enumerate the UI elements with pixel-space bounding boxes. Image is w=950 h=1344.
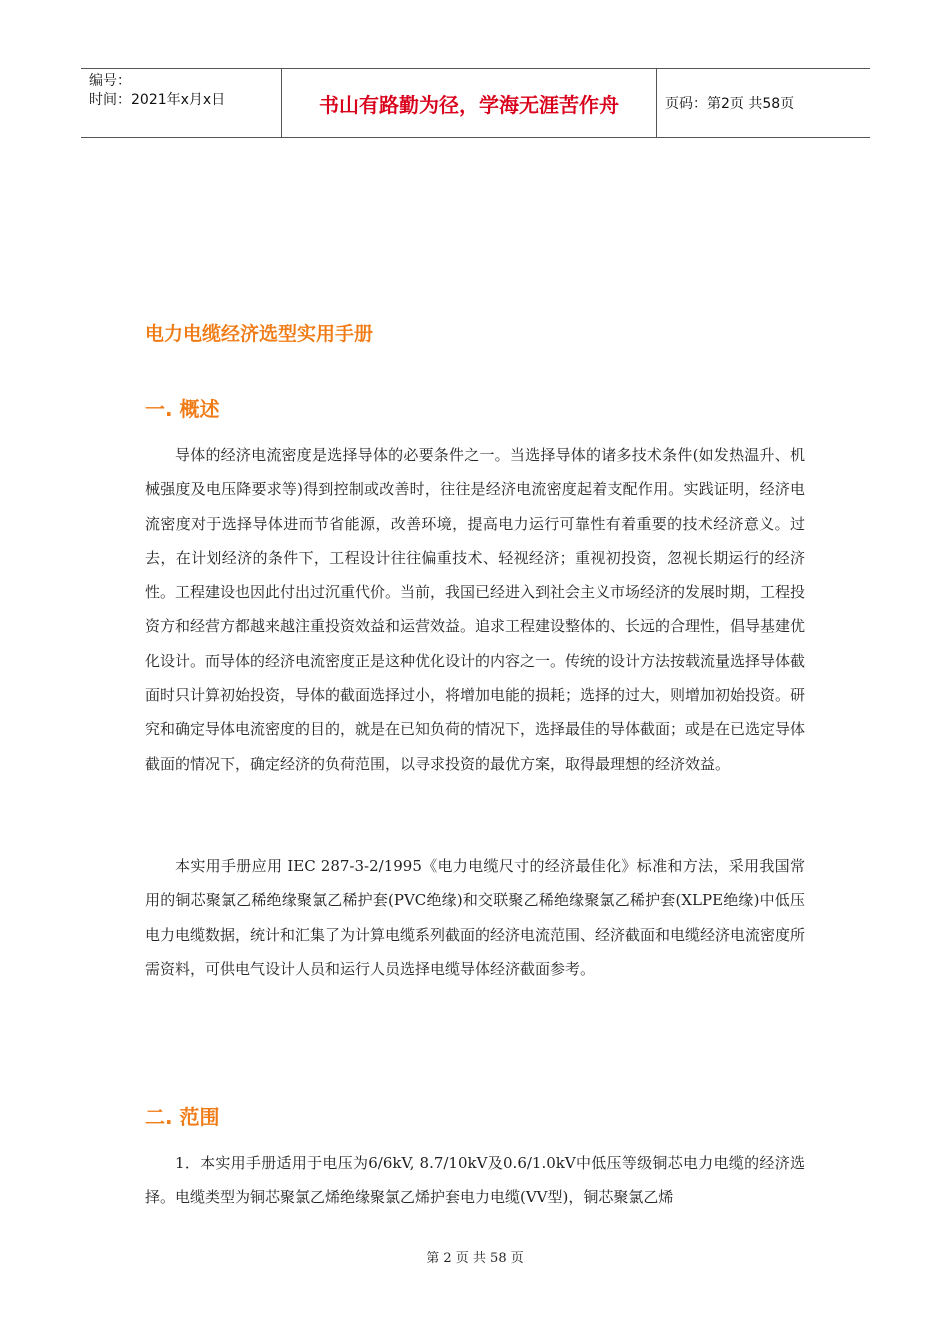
page-footer: 第 2 页 共 58 页 — [426, 1251, 524, 1266]
page-header — [81, 68, 870, 138]
section-heading-scope: 二. 范围 — [145, 1105, 220, 1129]
header-motto: 书山有路勤为径，学海无涯苦作舟 — [281, 69, 657, 137]
paragraph-scope-1: 1．本实用手册适用于电压为6/6kV, 8.7/10kV及0.6/1.0kV中低压等级铜芯电力电缆的经济选择。电缆类型为铜芯聚氯乙烯绝缘聚氯乙烯护套电力电缆(VV型)，铜芯聚氯乙烯 — [145, 1154, 805, 1207]
document-title: 电力电缆经济选型实用手册 — [145, 323, 374, 345]
paragraph-overview-1: 导体的经济电流密度是选择导体的必要条件之一。当选择导体的诸多技术条件(如发热温升、机械强度及电压降要求等)得到控制或改善时，往往是经济电流密度起着支配作用。实践证明，经济电流密度对于选择导体进而节省能源，改善环境，提高电力运行可靠性有着重要的技术经济意义。过去，在计划经济的条件下，工程设计往往偏重技术、轻视经济；重视初投资，忽视长期运行的经济性。工程建设也因此付出过沉重代价。当前，我国已经进入到社会主义市场经济的发展时期，工程投资方和经营方都越来越注重投资效益和运营效益。追求工程建设整体的、长远的合理性，倡导基建优化设计。而导体的经济电流密度正是这种优化设计的内容之一。传统的设计方法按载流量选择导体截面时只计算初始投资，导体的截面选择过小，将增加电能的损耗；选择的过大，则增加初始投资。研究和确定导体电流密度的目的，就是在已知负荷的情况下，选择最佳的导体截面；或是在已选定导体截面的情况下，确定经济的负荷范围，以寻求投资的最优方案，取得最理想的经济效益。 — [145, 446, 806, 773]
paragraph-overview-2: 本实用手册应用 IEC 287-3-2/1995《电力电缆尺寸的经济最佳化》标准和方法，采用我国常用的铜芯聚氯乙稀绝缘聚氯乙稀护套(PVC绝缘)和交联聚乙稀绝缘聚氯乙稀护套(XLPE绝缘)中低压电力电缆数据，统计和汇集了为计算电缆系列截面的经济电流范围、经济截面和电缆经济电流密度所需资料，可供电气设计人员和运行人员选择电缆导体经济截面参考。 — [145, 857, 806, 978]
header-meta — [81, 69, 281, 137]
section-heading-overview: 一. 概述 — [145, 397, 220, 421]
number-label: 编号： — [89, 73, 131, 89]
header-page-code: 页码：第2页 共58页 — [665, 96, 795, 112]
time-label: 时间：2021年x月x日 — [89, 92, 226, 108]
